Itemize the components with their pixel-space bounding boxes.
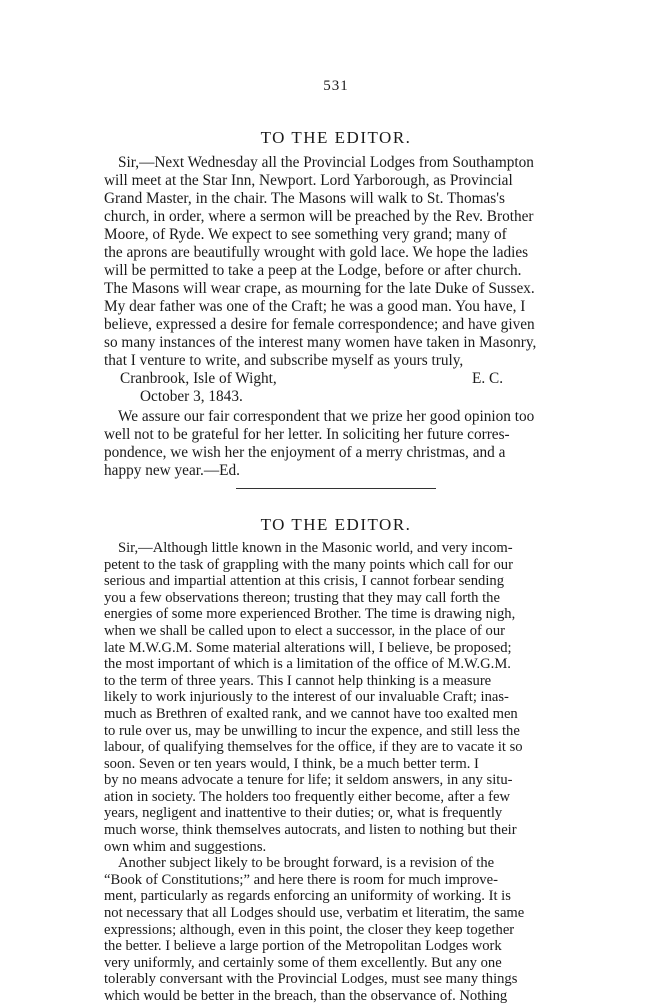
- text-line: you a few observations thereon; trusting that they may call forth the: [104, 589, 500, 606]
- text-line: Sir,—Although little known in the Masonic world, and very incom-: [118, 540, 513, 556]
- text-line: The Masons will wear crape, as mourning for the late Duke of Sussex.: [104, 280, 535, 297]
- text-line: We assure our fair correspondent that we prize her good opinion too: [118, 408, 535, 425]
- text-line: Sir,—Next Wednesday all the Provincial Lodges from Southampton: [118, 154, 534, 171]
- text-line: to the term of three years. This I cannot help thinking is a measure: [104, 672, 492, 689]
- text-line: to rule over us, may be unwilling to incur the expence, and still less the: [104, 722, 520, 739]
- text-line: the most important of which is a limitation of the office of M.W.G.M.: [104, 656, 511, 673]
- text-line: tolerably conversant with the Provincial Lodges, must see many things: [104, 971, 518, 988]
- text-line: much as Brethren of exalted rank, and we cannot have too exalted men: [104, 705, 518, 722]
- text-line: expressions; although, even in this point, the closer they keep together: [104, 921, 515, 938]
- text-line: Grand Master, in the chair. The Masons will walk to St. Thomas's: [104, 190, 505, 207]
- text-line: which would be better in the breach, than the observance of. Nothing: [104, 988, 508, 1004]
- text-line: happy new year.—Ed.: [104, 462, 240, 479]
- text-line: very uniformly, and certainly some of them excellently. But any one: [104, 954, 502, 971]
- letter1-heading: TO THE EDITOR.: [260, 128, 412, 147]
- text-line: believe, expressed a desire for female correspondence; and have given: [104, 316, 535, 333]
- place-line: Cranbrook, Isle of Wight,: [120, 370, 277, 387]
- text-line: church, in order, where a sermon will be preached by the Rev. Brother: [104, 208, 534, 225]
- text-line: will meet at the Star Inn, Newport. Lord Yarborough, as Provincial: [104, 172, 513, 189]
- text-line: pondence, we wish her the enjoyment of a merry christmas, and a: [104, 444, 506, 461]
- text-line: the better. I believe a large portion of the Metropolitan Lodges work: [104, 938, 502, 955]
- text-line: so many instances of the interest many women have taken in Masonry,: [104, 334, 537, 351]
- text-line: that I venture to write, and subscribe myself as yours truly,: [104, 352, 464, 369]
- text-line: likely to work injuriously to the interest of our invaluable Craft; inas-: [104, 689, 509, 706]
- text-line: the aprons are beautifully wrought with gold lace. We hope the ladies: [104, 244, 529, 261]
- text-line: much worse, think themselves autocrats, and listen to nothing but their: [104, 822, 517, 839]
- text-line: well not to be grateful for her letter. In soliciting her future corres-: [104, 426, 510, 443]
- page-number: 531: [323, 78, 349, 94]
- text-line: soon. Seven or ten years would, I think, be a much better term. I: [104, 755, 479, 772]
- signature: E. C.: [472, 370, 504, 387]
- text-line: late M.W.G.M. Some material alterations will, I believe, be proposed;: [104, 639, 512, 656]
- text-line: Moore, of Ryde. We expect to see something very grand; many of: [104, 226, 507, 243]
- text-line: Another subject likely to be brought forward, is a revision of the: [118, 855, 495, 872]
- text-line: “Book of Constitutions;” and here there is room for much improve-: [104, 871, 498, 888]
- text-line: when we shall be called upon to elect a successor, in the place of our: [104, 622, 506, 639]
- text-line: ment, particularly as regards enforcing an uniformity of working. It is: [104, 888, 511, 905]
- text-line: serious and impartial attention at this crisis, I cannot forbear sending: [104, 573, 505, 590]
- letter2-heading: TO THE EDITOR.: [260, 515, 412, 534]
- text-line: My dear father was one of the Craft; he was a good man. You have, I: [104, 298, 526, 315]
- section-divider: [236, 488, 436, 489]
- text-line: will be permitted to take a peep at the Lodge, before or after church.: [104, 262, 522, 279]
- text-line: years, negligent and inattentive to their duties; or, what is frequently: [104, 805, 503, 822]
- text-line: not necessary that all Lodges should use, verbatim et literatim, the same: [104, 905, 525, 922]
- text-line: ation in society. The holders too frequently either become, after a few: [104, 788, 511, 805]
- text-line: by no means advocate a tenure for life; it seldom answers, in any situ-: [104, 772, 513, 789]
- text-line: energies of some more experienced Brother. The time is drawing nigh,: [104, 606, 516, 623]
- text-line: petent to the task of grappling with the many points which call for our: [104, 556, 513, 573]
- text-line: labour, of qualifying themselves for the office, if they are to vacate it so: [104, 739, 523, 756]
- date-line: October 3, 1843.: [140, 388, 243, 405]
- text-line: own whim and suggestions.: [104, 838, 267, 855]
